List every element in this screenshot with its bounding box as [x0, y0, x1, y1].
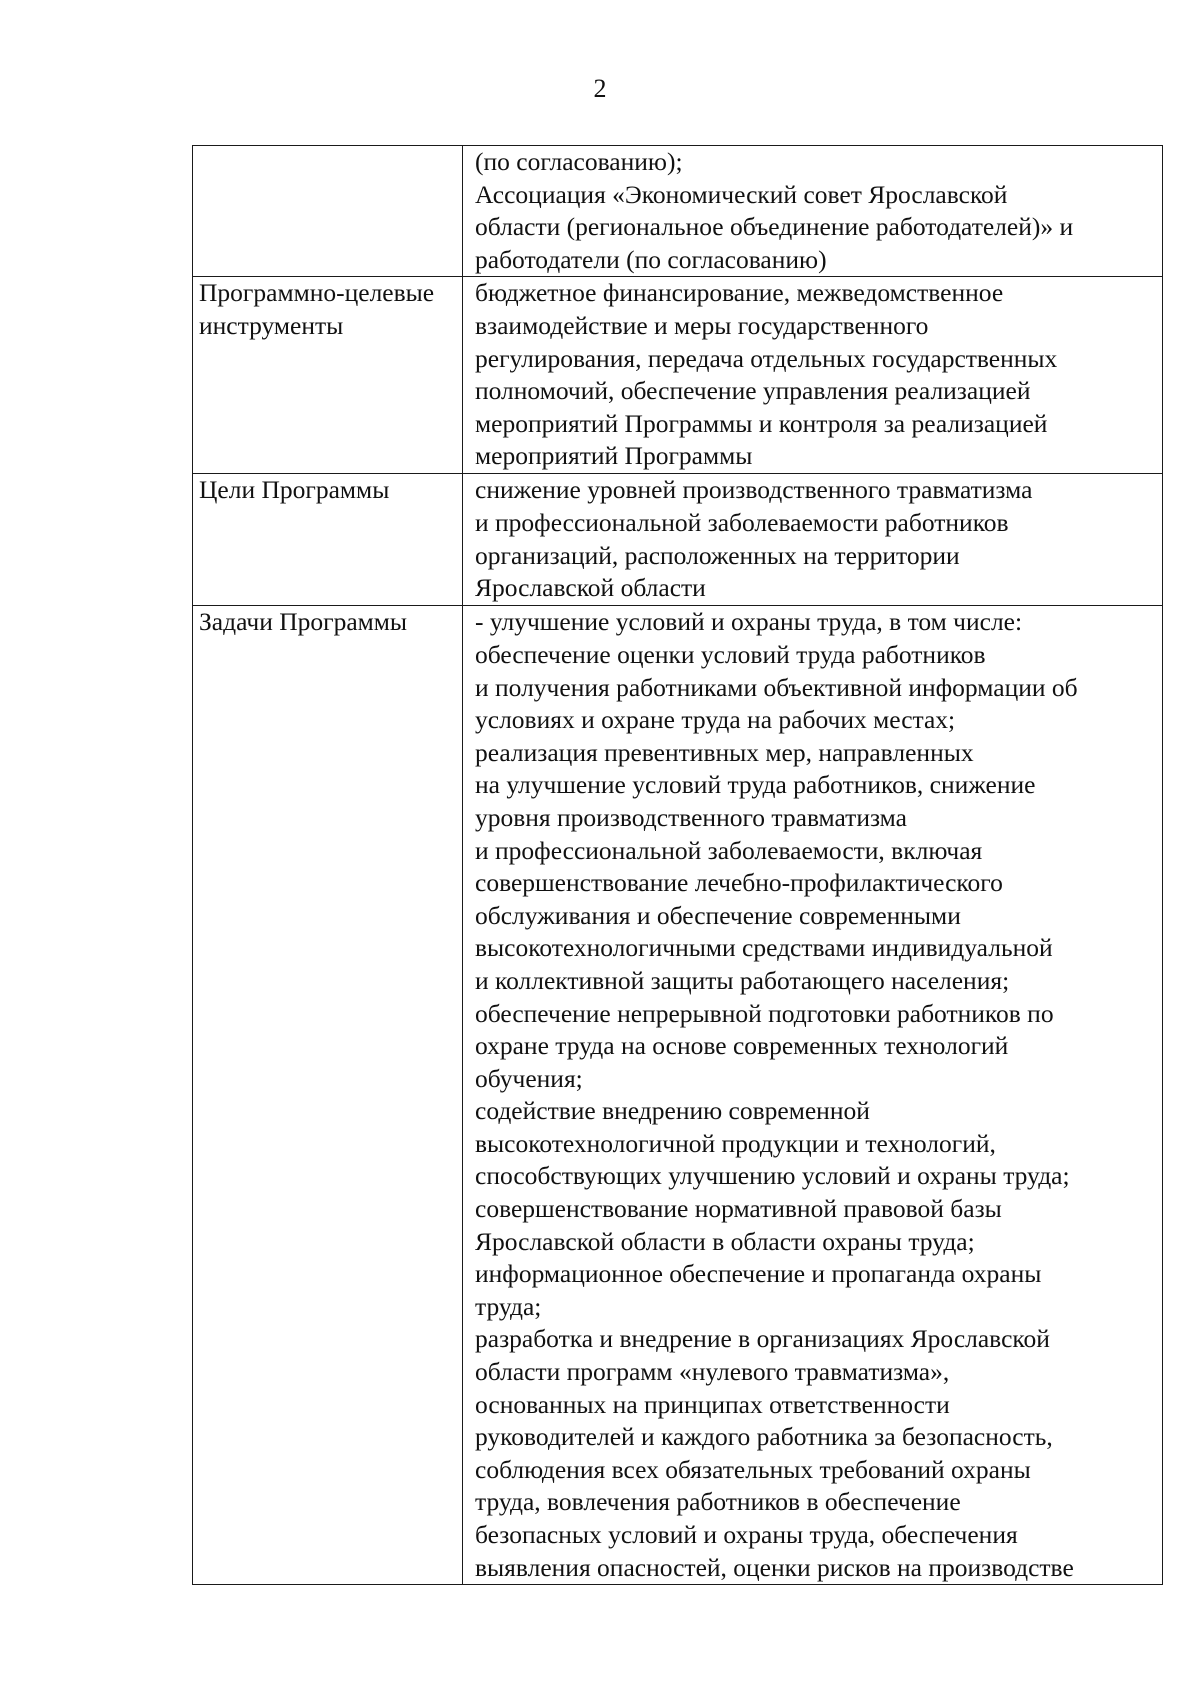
table-body: [193, 146, 1163, 1585]
row-content-line: совершенствование лечебно-профилактического: [475, 868, 1003, 898]
page-number: 2: [593, 74, 607, 103]
row-content-line: безопасных условий и охраны труда, обеспечения: [475, 1520, 1018, 1549]
row-content-line: обучения;: [475, 1063, 583, 1093]
row-content-line: обеспечение оценки условий труда работников: [475, 639, 986, 669]
row-content-line: способствующих улучшению условий и охраны труда;: [475, 1161, 1070, 1191]
row-content-line: обслуживания и обеспечение современными: [475, 900, 961, 930]
row-label-cell: [193, 277, 463, 474]
row-content-line: мероприятий Программы и контроля за реализацией: [475, 408, 1048, 438]
program-passport-table: [192, 145, 1163, 1585]
row-label-line: Цели Программы: [199, 475, 390, 505]
row-content-line: соблюдения всех обязательных требований охраны: [475, 1454, 1031, 1484]
row-label-cell: [193, 606, 463, 1585]
row-content-line: обеспечение непрерывной подготовки работников по: [475, 998, 1054, 1028]
row-content-line: и коллективной защиты работающего населения;: [475, 965, 1010, 995]
row-content-line: основанных на принципах ответственности: [475, 1389, 950, 1419]
row-content-line: (по согласованию);: [475, 147, 683, 176]
row-content-line: разработка и внедрение в организациях Ярославской: [475, 1324, 1050, 1354]
row-content-line: регулирования, передача отдельных государственных: [475, 343, 1058, 373]
row-label-cell: [193, 474, 463, 606]
row-label-line: Программно-целевые: [199, 278, 435, 308]
row-content-line: и получения работниками объективной информации об: [475, 672, 1078, 702]
row-content-line: высокотехнологичными средствами индивидуальной: [475, 933, 1053, 963]
row-content-line: труда;: [475, 1291, 542, 1321]
row-content-line: высокотехнологичной продукции и технологий,: [475, 1128, 996, 1158]
row-content-line: условиях и охране труда на рабочих местах;: [475, 705, 956, 735]
row-content-line: охране труда на основе современных технологий: [475, 1031, 1009, 1061]
row-content-line: на улучшение условий труда работников, снижение: [475, 770, 1036, 800]
row-content-line: совершенствование нормативной правовой базы: [475, 1194, 1002, 1224]
row-content-line: содействие внедрению современной: [475, 1096, 870, 1126]
row-content-line: - улучшение условий и охраны труда, в том числе:: [475, 607, 1023, 637]
table-row: [193, 474, 1163, 606]
row-label-line: Задачи Программы: [199, 607, 408, 637]
row-content-line: организаций, расположенных на территории: [475, 540, 960, 570]
row-content-cell: [463, 474, 1163, 606]
table-row: [193, 146, 1163, 277]
row-content-line: взаимодействие и меры государственного: [475, 310, 929, 340]
row-label-cell: [193, 146, 463, 277]
row-content-line: снижение уровней производственного травматизма: [475, 475, 1033, 505]
row-content-line: реализация превентивных мер, направленных: [475, 737, 974, 767]
row-content-line: полномочий, обеспечение управления реализацией: [475, 376, 1031, 406]
row-content-line: уровня производственного травматизма: [475, 802, 907, 832]
row-content-line: труда, вовлечения работников в обеспечение: [475, 1487, 961, 1517]
row-content-line: работодатели (по согласованию): [475, 244, 827, 274]
row-content-cell: [463, 606, 1163, 1585]
row-content-line: области (региональное объединение работодателей)» и: [475, 212, 1074, 242]
row-content-cell: [463, 146, 1163, 277]
row-content-line: информационное обеспечение и пропаганда охраны: [475, 1259, 1042, 1289]
row-content-line: области программ «нулевого травматизма»,: [475, 1357, 950, 1387]
table-row: [193, 277, 1163, 474]
row-content-line: Ассоциация «Экономический совет Ярославской: [475, 179, 1008, 209]
row-label-line: инструменты: [199, 310, 344, 340]
row-content-line: руководителей и каждого работника за безопасность,: [475, 1422, 1053, 1452]
row-content-line: Ярославской области в области охраны труда;: [475, 1226, 975, 1256]
row-content-line: и профессиональной заболеваемости работников: [475, 507, 1009, 537]
row-content-line: Ярославской области: [475, 573, 706, 603]
table-row: [193, 606, 1163, 1585]
row-content-line: и профессиональной заболеваемости, включая: [475, 835, 983, 865]
row-content-cell: [463, 277, 1163, 474]
row-content-line: мероприятий Программы: [475, 441, 753, 471]
row-content-line: выявления опасностей, оценки рисков на производстве: [475, 1552, 1074, 1582]
row-content-line: бюджетное финансирование, межведомственное: [475, 278, 1004, 308]
